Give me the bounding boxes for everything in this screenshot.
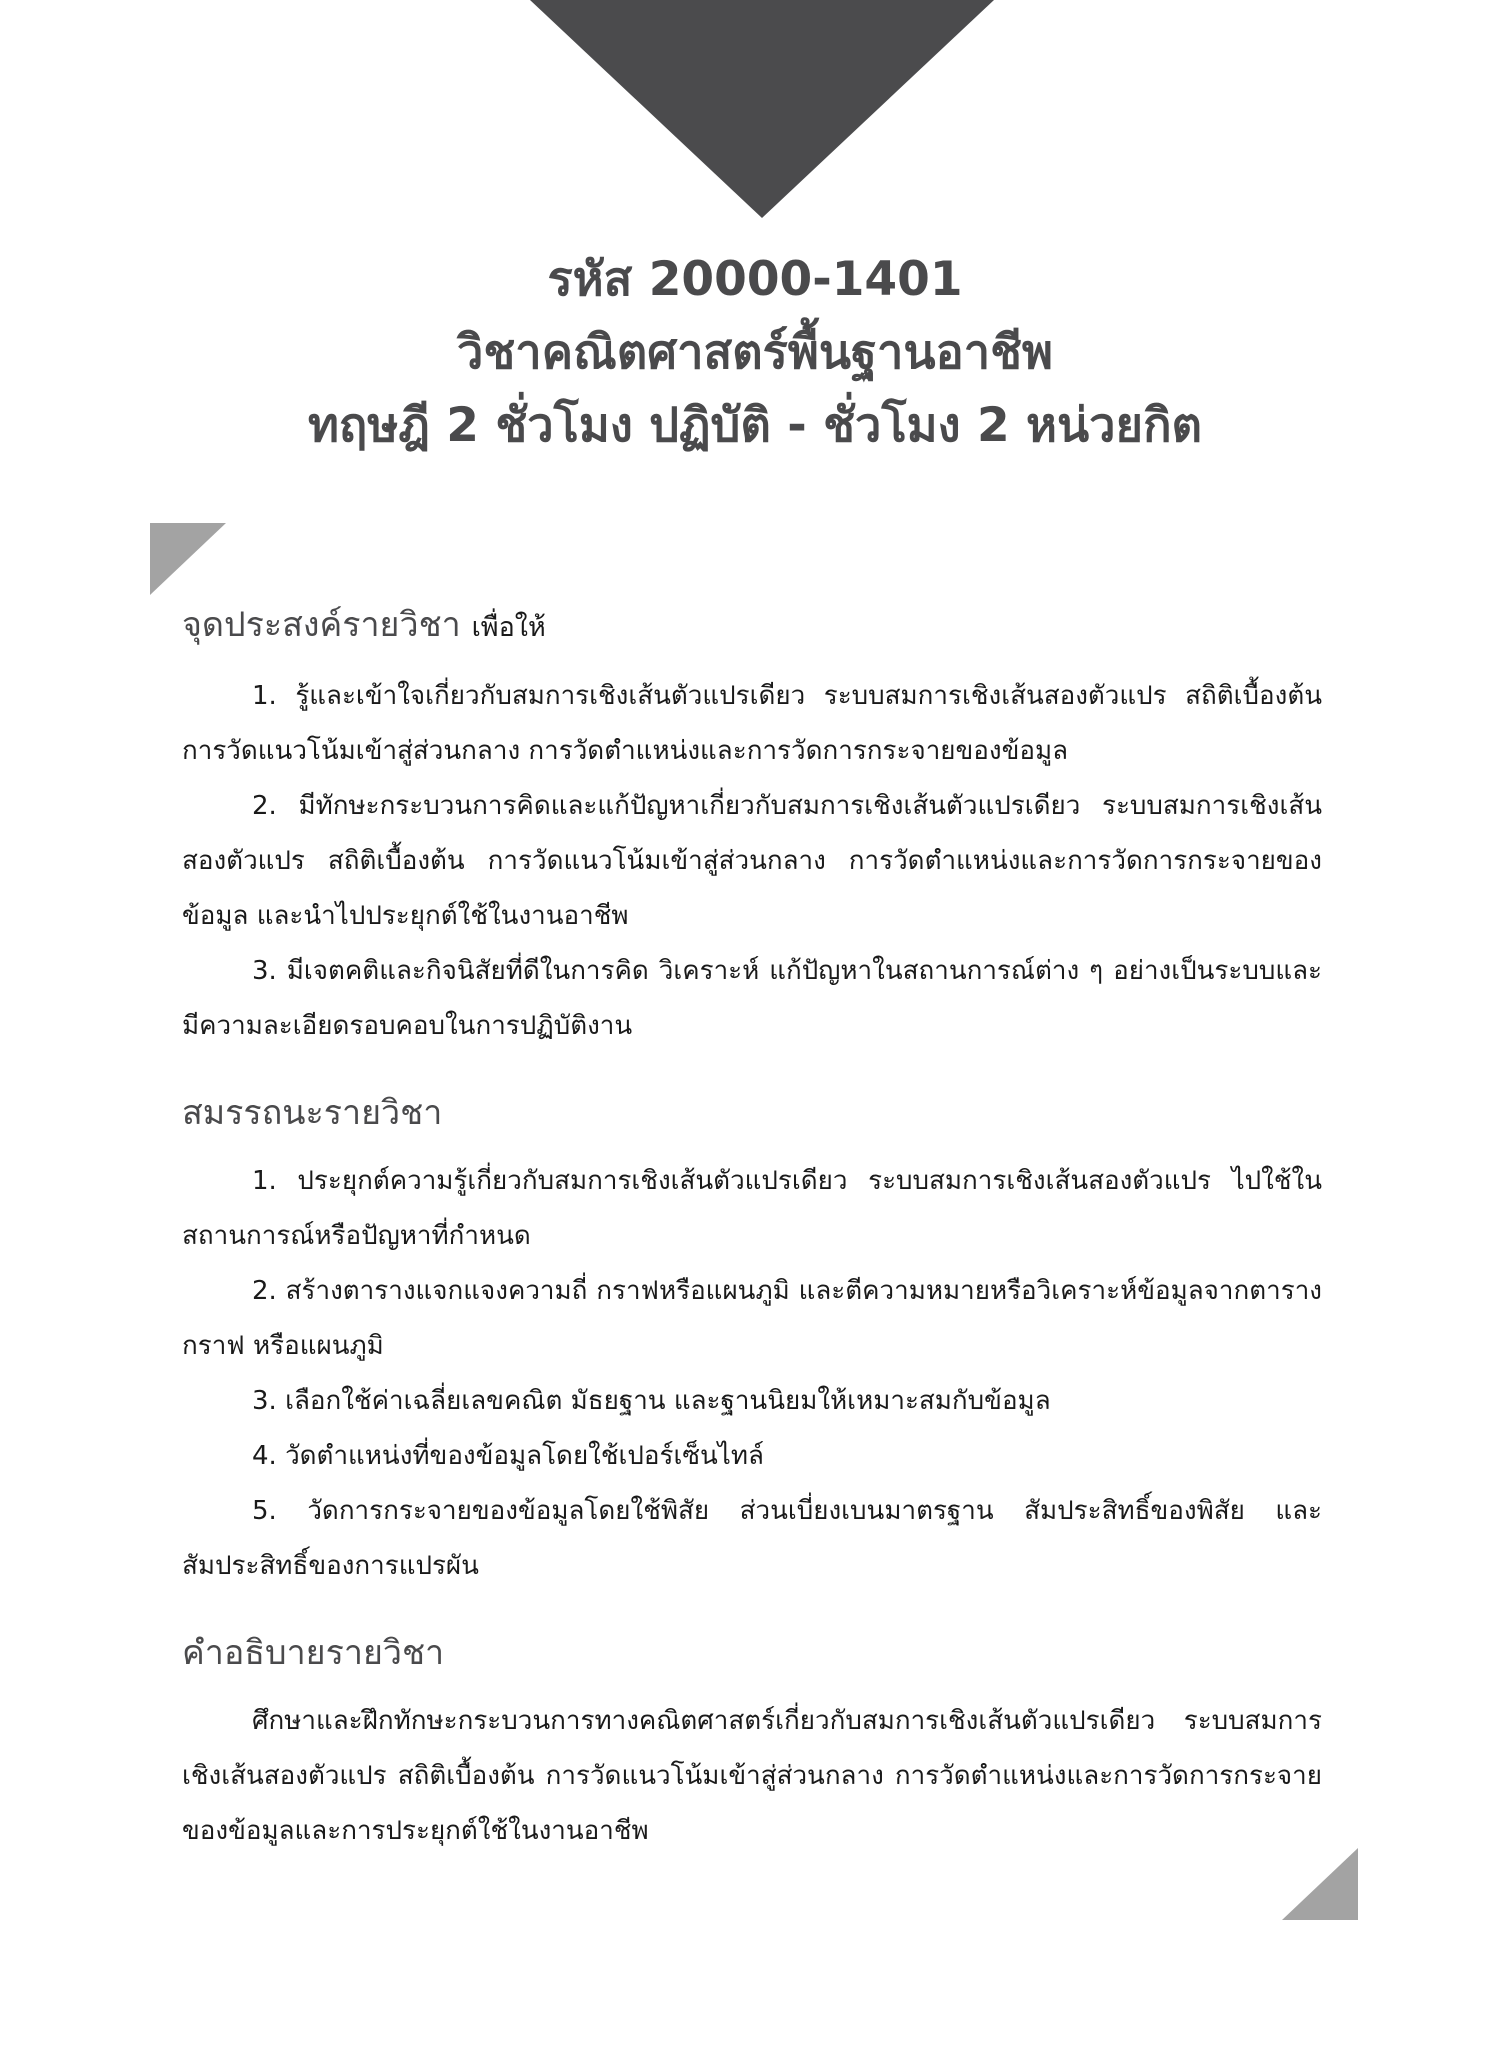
objective-item: 2. มีทักษะกระบวนการคิดและแก้ปัญหาเกี่ยวกับสมการเชิงเส้นตัวแปรเดียว ระบบสมการเชิงเส้นสองตัวแปร สถิติเบื้องต้น การวัดแนวโน้มเข้าสู่ส่วนกลาง การวัดตำแหน่งและการวัดการกระจายของข้อมูล และนำไปประยุกต์ใช้ในงานอาชีพ <box>182 791 1322 931</box>
competency-item: 1. ประยุกต์ความรู้เกี่ยวกับสมการเชิงเส้นตัวแปรเดียว ระบบสมการเชิงเส้นสองตัวแปร ไปใช้ในสถานการณ์หรือปัญหาที่กำหนด <box>182 1166 1322 1251</box>
description-section <box>182 1628 1322 1859</box>
competencies-section <box>182 1088 1322 1594</box>
objectives-heading <box>182 600 1322 653</box>
competency-item: 3. เลือกใช้ค่าเฉลี่ยเลขคณิต มัธยฐาน และฐานนิยมให้เหมาะสมกับข้อมูล <box>252 1386 1051 1416</box>
competency-item: 2. สร้างตารางแจกแจงความถี่ กราฟหรือแผนภูมิ และตีความหมายหรือวิเคราะห์ข้อมูลจากตาราง กราฟ หรือแผนภูมิ <box>182 1276 1322 1361</box>
course-name: วิชาคณิตศาสตร์พื้นฐานอาชีพ <box>457 325 1053 380</box>
course-hours-credits: ทฤษฎี 2 ชั่วโมง ปฏิบัติ - ชั่วโมง 2 หน่วยกิต <box>307 398 1203 453</box>
course-title-block <box>150 248 1360 467</box>
course-code: รหัส 20000-1401 <box>547 252 963 307</box>
competencies-heading: สมรรถนะรายวิชา <box>182 1093 443 1133</box>
top-triangle-decoration <box>530 0 994 218</box>
page-content <box>182 600 1322 1893</box>
description-text: ศึกษาและฝึกทักษะกระบวนการทางคณิตศาสตร์เกี่ยวกับสมการเชิงเส้นตัวแปรเดียว ระบบสมการเชิงเส้นสองตัวแปร สถิติเบื้องต้น การวัดแนวโน้มเข้าสู่ส่วนกลาง การวัดตำแหน่งและการวัดการกระจายของข้อมูลและการประยุกต์ใช้ในงานอาชีพ <box>182 1706 1322 1846</box>
competency-item: 4. วัดตำแหน่งที่ของข้อมูลโดยใช้เปอร์เซ็นไทล์ <box>252 1441 764 1471</box>
top-left-corner-decoration <box>150 523 226 595</box>
competency-item: 5. วัดการกระจายของข้อมูลโดยใช้พิสัย ส่วนเบี่ยงเบนมาตรฐาน สัมประสิทธิ์ของพิสัย และสัมประสิทธิ์ของการแปรผัน <box>182 1496 1322 1581</box>
objectives-heading-text: จุดประสงค์รายวิชา <box>182 605 461 645</box>
objective-item: 1. รู้และเข้าใจเกี่ยวกับสมการเชิงเส้นตัวแปรเดียว ระบบสมการเชิงเส้นสองตัวแปร สถิติเบื้องต้น การวัดแนวโน้มเข้าสู่ส่วนกลาง การวัดตำแหน่งและการวัดการกระจายของข้อมูล <box>182 681 1322 766</box>
objectives-heading-suffix: เพื่อให้ <box>471 612 546 643</box>
description-heading: คำอธิบายรายวิชา <box>182 1633 445 1673</box>
objectives-section <box>182 600 1322 1054</box>
objective-item: 3. มีเจตคติและกิจนิสัยที่ดีในการคิด วิเคราะห์ แก้ปัญหาในสถานการณ์ต่าง ๆ อย่างเป็นระบบและมีความละเอียดรอบคอบในการปฏิบัติงาน <box>182 956 1322 1041</box>
